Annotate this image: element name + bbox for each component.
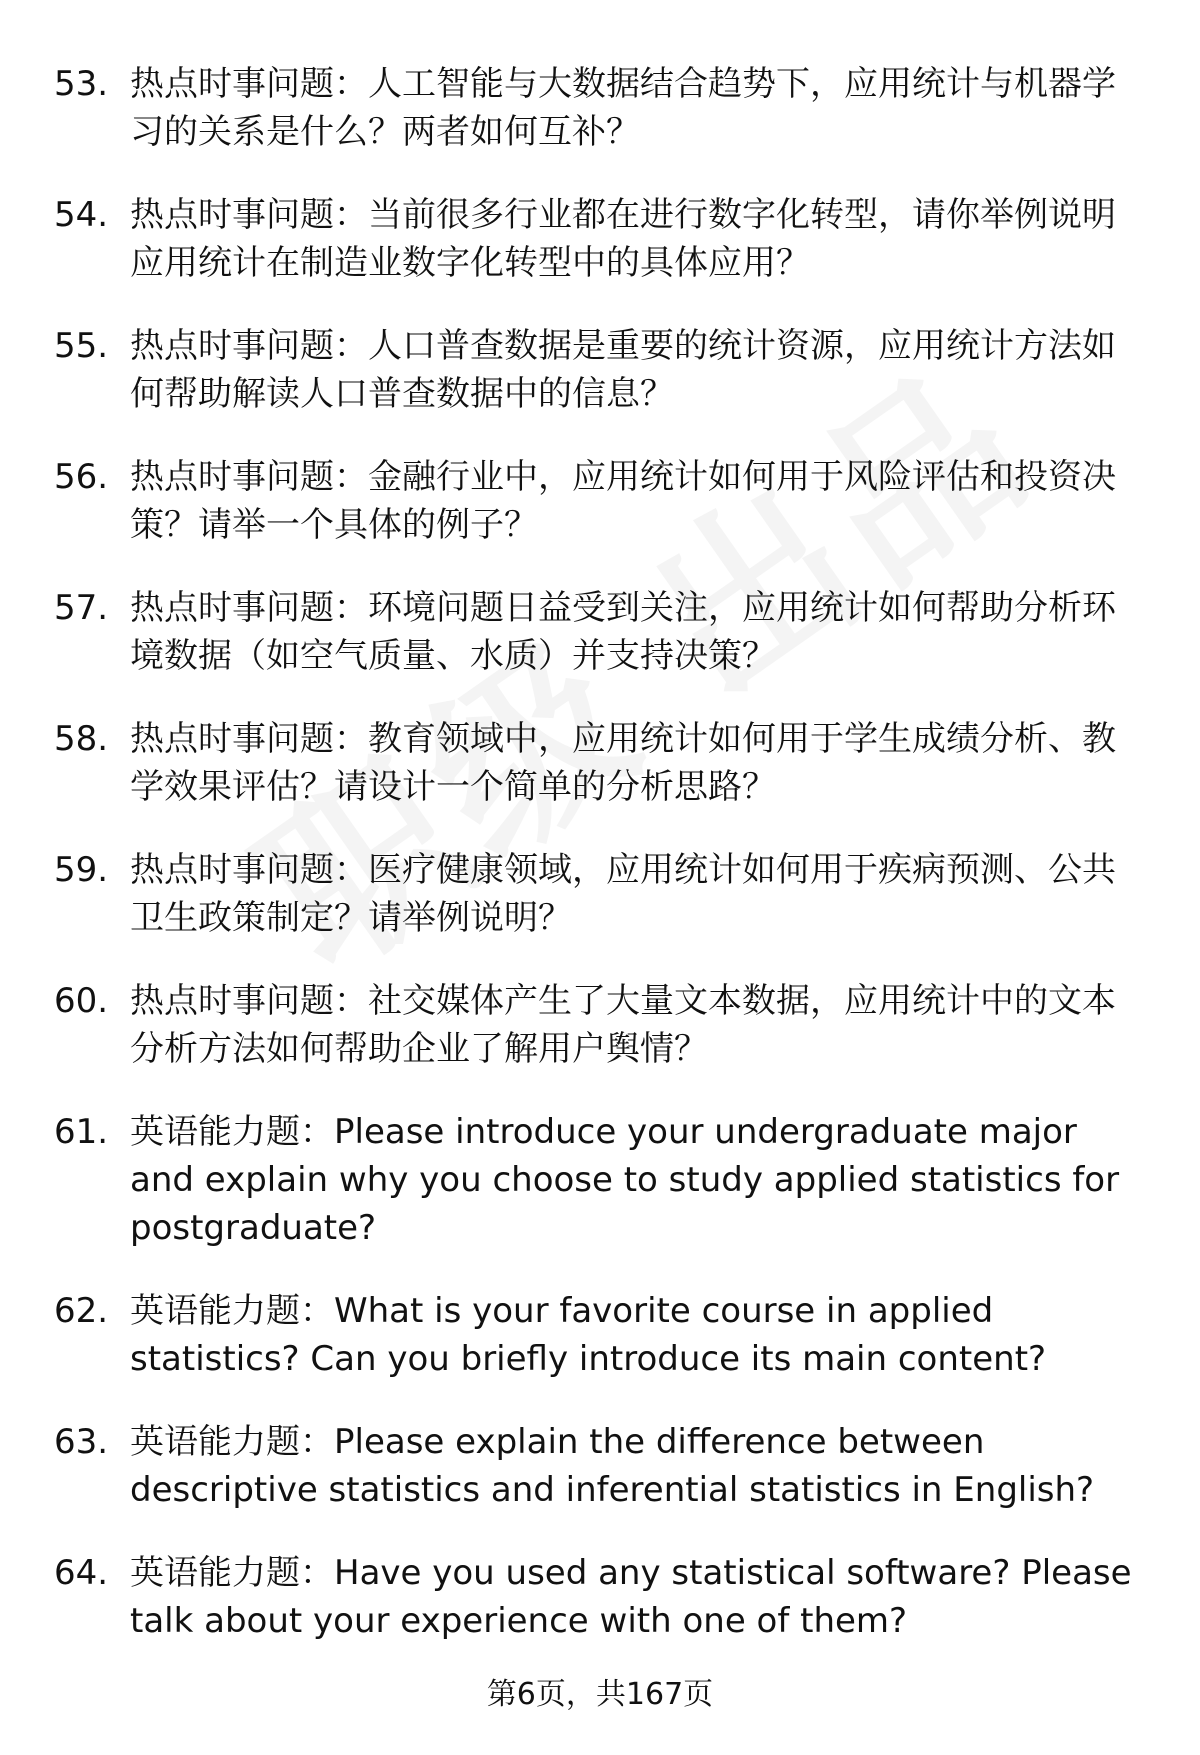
question-item	[54, 1549, 1140, 1645]
question-number: 53.	[54, 64, 109, 104]
question-item	[54, 1418, 1140, 1514]
question-number: 60.	[54, 981, 109, 1021]
question-item	[54, 322, 1140, 418]
question-number: 62.	[54, 1291, 109, 1331]
question-text: 英语能力题：Have you used any statistical software? Please talk about your experience with one of them?	[130, 1553, 1132, 1641]
question-item	[54, 715, 1140, 811]
page-footer	[0, 1675, 1200, 1715]
question-text: 英语能力题：What is your favorite course in applied statistics? Can you briefly introduce its main content?	[130, 1291, 1047, 1379]
question-text: 热点时事问题：教育领域中，应用统计如何用于学生成绩分析、教学效果评估？请设计一个简单的分析思路？	[130, 719, 1116, 807]
question-number: 54.	[54, 195, 109, 235]
question-text: 英语能力题：Please explain the difference between descriptive statistics and inferential statistics in English?	[130, 1422, 1095, 1510]
question-item	[54, 977, 1140, 1073]
question-item	[54, 191, 1140, 287]
question-number: 61.	[54, 1112, 109, 1152]
question-number: 63.	[54, 1422, 109, 1462]
question-item	[54, 1287, 1140, 1383]
question-number: 57.	[54, 588, 109, 628]
page-number-label: 第6页，共167页	[486, 1677, 714, 1712]
question-item	[54, 60, 1140, 156]
question-number: 58.	[54, 719, 109, 759]
question-text: 热点时事问题：金融行业中，应用统计如何用于风险评估和投资决策？请举一个具体的例子？	[130, 457, 1116, 545]
question-number: 59.	[54, 850, 109, 890]
question-item	[54, 1108, 1140, 1252]
question-text: 热点时事问题：医疗健康领域，应用统计如何用于疾病预测、公共卫生政策制定？请举例说明？	[130, 850, 1116, 938]
question-text: 英语能力题：Please introduce your undergraduate major and explain why you choose to study applied statistics for postgraduate?	[130, 1112, 1120, 1248]
question-text: 热点时事问题：人口普查数据是重要的统计资源，应用统计方法如何帮助解读人口普查数据中的信息？	[130, 326, 1116, 414]
question-number: 56.	[54, 457, 109, 497]
question-item	[54, 846, 1140, 942]
question-number: 64.	[54, 1553, 109, 1593]
question-text: 热点时事问题：当前很多行业都在进行数字化转型，请你举例说明应用统计在制造业数字化转型中的具体应用？	[130, 195, 1116, 283]
question-text: 热点时事问题：人工智能与大数据结合趋势下，应用统计与机器学习的关系是什么？两者如何互补？	[130, 64, 1116, 152]
question-number: 55.	[54, 326, 109, 366]
question-item	[54, 584, 1140, 680]
question-text: 热点时事问题：社交媒体产生了大量文本数据，应用统计中的文本分析方法如何帮助企业了解用户舆情？	[130, 981, 1116, 1069]
question-item	[54, 453, 1140, 549]
question-text: 热点时事问题：环境问题日益受到关注，应用统计如何帮助分析环境数据（如空气质量、水质）并支持决策？	[130, 588, 1116, 676]
